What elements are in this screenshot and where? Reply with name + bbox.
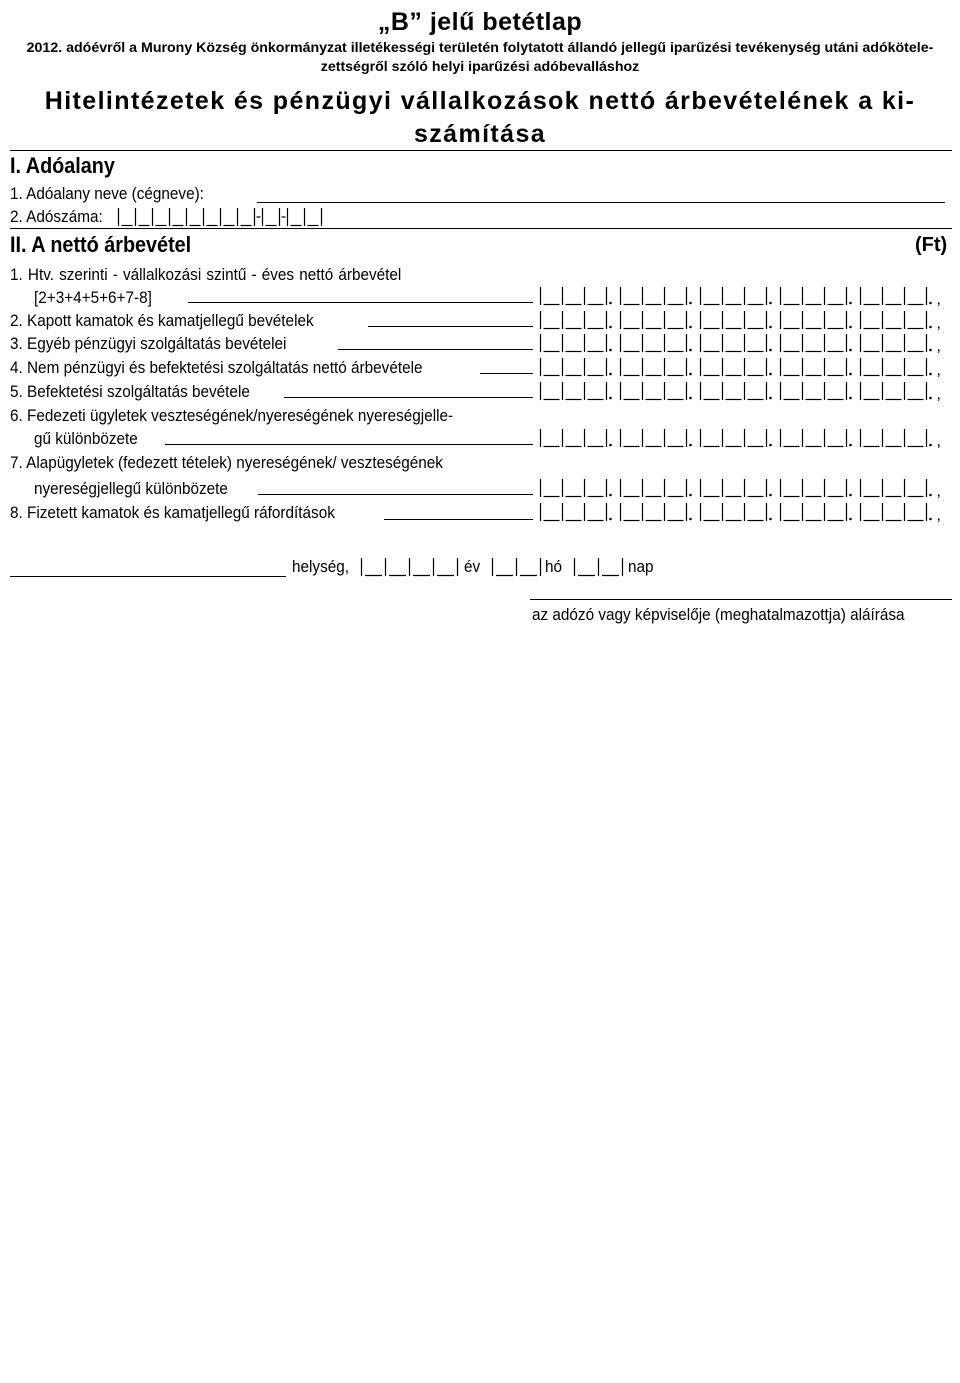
row-3-leader-line — [338, 349, 533, 350]
row-6-label-continued: gű különbözete — [34, 429, 138, 448]
amount-digit-boxes[interactable] — [540, 429, 960, 449]
row-5-amount-field[interactable] — [540, 382, 960, 403]
row-6-leader-line — [165, 444, 533, 445]
row-1-label-continued: [2+3+4+5+6+7-8] — [34, 288, 152, 307]
taxpayer-name-field[interactable] — [257, 202, 945, 203]
amount-digit-boxes[interactable] — [540, 479, 960, 499]
row-4-leader-line — [480, 373, 533, 374]
heading-line-2: számítása — [413, 120, 547, 148]
section-2-title: II. A nettó árbevétel — [10, 232, 192, 257]
svg-text:,: , — [936, 362, 941, 379]
row-7-leader-line — [258, 494, 533, 495]
row-8-amount-field[interactable] — [540, 503, 960, 524]
row-3-label: 3. Egyéb pénzügyi szolgáltatás bevételei — [10, 334, 287, 353]
year-field[interactable] — [361, 558, 461, 576]
tax-number-field[interactable] — [118, 208, 418, 226]
tax-number-boxes[interactable] — [118, 208, 418, 228]
section-1-title: I. Adóalany — [10, 153, 115, 178]
heading-line-1: Hitelintézetek és pénzügyi vállalkozások nettó árbevételének a ki- — [44, 87, 916, 115]
tax-number-label: 2. Adószáma: — [10, 207, 103, 226]
row-6-label: 6. Fedezeti ügyletek veszteségének/nyereségének nyereségjelle- — [10, 406, 454, 425]
row-1-leader-line — [188, 302, 533, 303]
taxpayer-name-label: 1. Adóalany neve (cégneve): — [10, 184, 204, 203]
row-1-label: 1. Htv. szerinti - vállalkozási szintű - éves nettó árbevétel — [10, 265, 402, 284]
row-2-label: 2. Kapott kamatok és kamatjellegű bevételek — [10, 311, 314, 330]
signature-line[interactable] — [530, 599, 952, 600]
row-5-leader-line — [284, 397, 533, 398]
row-7-label-continued: nyereségjellegű különbözete — [34, 479, 228, 498]
day-boxes[interactable] — [574, 558, 626, 578]
svg-text:,: , — [936, 338, 941, 355]
month-label: hó — [545, 557, 563, 576]
section-1-divider — [10, 228, 952, 229]
month-field[interactable] — [492, 558, 544, 576]
place-label: helység, — [292, 557, 349, 576]
day-label: nap — [628, 557, 654, 576]
form-title: „B” jelű betétlap — [377, 8, 583, 36]
row-3-amount-field[interactable] — [540, 334, 960, 355]
amount-digit-boxes[interactable] — [540, 503, 960, 523]
signature-caption: az adózó vagy képviselője (meghatalmazottja) aláírása — [532, 605, 905, 624]
row-7-label: 7. Alapügyletek (fedezett tételek) nyereségének/ veszteségének — [10, 453, 443, 472]
row-8-label: 8. Fizetett kamatok és kamatjellegű ráfordítások — [10, 503, 335, 522]
svg-text:,: , — [936, 433, 941, 450]
row-5-label: 5. Befektetési szolgáltatás bevétele — [10, 382, 250, 401]
svg-text:,: , — [936, 507, 941, 524]
amount-digit-boxes[interactable] — [540, 358, 960, 378]
amount-digit-boxes[interactable] — [540, 311, 960, 331]
row-2-leader-line — [368, 326, 533, 327]
row-1-amount-field[interactable] — [540, 287, 960, 308]
page-heading — [10, 85, 950, 151]
row-2-amount-field[interactable] — [540, 311, 960, 332]
subtitle-line-2: zettségről szóló helyi iparűzési adóbevalláshoz — [320, 59, 640, 75]
place-field[interactable] — [10, 576, 286, 577]
svg-text:,: , — [936, 483, 941, 500]
heading-divider — [10, 150, 952, 151]
month-boxes[interactable] — [492, 558, 544, 578]
svg-text:,: , — [936, 291, 941, 308]
row-7-amount-field[interactable] — [540, 479, 960, 500]
amount-digit-boxes[interactable] — [540, 287, 960, 307]
amount-digit-boxes[interactable] — [540, 334, 960, 354]
unit-label: (Ft) — [915, 234, 948, 256]
row-8-leader-line — [384, 519, 533, 520]
year-boxes[interactable] — [361, 558, 461, 578]
subtitle-line-1: 2012. adóévről a Murony Község önkormányzat illetékességi területén folytatott állandó jellegű iparűzési tevékenység utáni adókötele- — [26, 40, 934, 56]
row-4-amount-field[interactable] — [540, 358, 960, 379]
svg-text:,: , — [936, 386, 941, 403]
day-field[interactable] — [574, 558, 626, 576]
year-label: év — [464, 557, 481, 576]
amount-digit-boxes[interactable] — [540, 382, 960, 402]
form-subtitle — [14, 39, 946, 77]
row-6-amount-field[interactable] — [540, 429, 960, 450]
row-4-label: 4. Nem pénzügyi és befektetési szolgáltatás nettó árbevétele — [10, 358, 423, 377]
svg-text:,: , — [936, 315, 941, 332]
